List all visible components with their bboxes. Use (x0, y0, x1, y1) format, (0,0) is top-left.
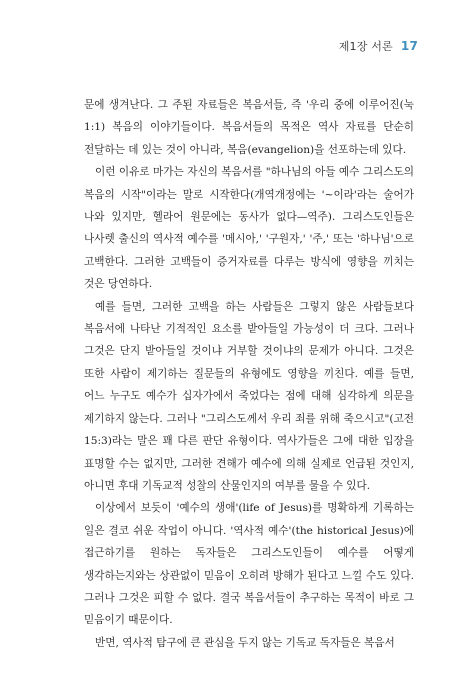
chapter-title: 제1장 서론 (338, 40, 393, 53)
body-text (84, 94, 414, 654)
paragraph-2: 이런 이유로 마가는 자신의 복음서를 "하나님의 아들 예수 그리스도의 복음의 시작"이라는 말로 시작한다(개역개정에는 '∼이라'라는 술어가 나와 있지만, 헬라어 원문에는 동사가 없다—역주). 그리스도인들은 나사렛 출신의 역사적 예수를 '메시아,' '구원자,' '주,' 또는 '하나님'으로 고백한다. 그러한 고백들이 증거자료를 다루는 방식에 영향을 끼치는 것은 당연하다. (84, 166, 414, 291)
running-head (339, 38, 418, 54)
paragraph-1: 문에 생겨난다. 그 주된 자료들은 복음서들, 즉 '우리 중에 이루어진(눅 1:1) 복음의 이야기들이다. 복음서들의 목적은 역사 자료를 단순히 전달하는 데 있는 것이 아니라, 복음(evangelion)을 선포하는데 있다. (84, 99, 414, 156)
paragraph-3: 예를 들면, 그러한 고백을 하는 사람들은 그렇지 않은 사람들보다 복음서에 나타난 기적적인 요소를 받아들일 가능성이 더 크다. 그러나 그것은 단지 받아들일 것이냐 거부할 것이냐의 문제가 아니다. 그것은 또한 사람이 제기하는 질문들의 유형에도 영향을 끼친다. 예를 들면, 어느 누구도 예수가 십자가에서 죽었다는 점에 대해 심각하게 의문을 제기하지 않는다. 그러나 "그리스도께서 우리 죄를 위해 죽으시고"(고전 15:3)라는 말은 꽤 다른 판단 유형이다. 역사가들은 그에 대한 입장을 표명할 수는 없지만, 그러한 견해가 예수에 의해 실제로 언급된 것인지, 아니면 후대 기독교적 성찰의 산물인지의 여부를 물을 수 있다. (84, 300, 414, 492)
page-number: 17 (400, 39, 418, 53)
paragraph-4: 이상에서 보듯이 '예수의 생애'(life of Jesus)를 명확하게 기록하는 일은 결코 쉬운 작업이 아니다. '역사적 예수'(the historical Jesus)에 접근하기를 원하는 독자들은 그리스도인들이 예수를 어떻게 생각하는지와는 상관없이 믿음이 오히려 방해가 된다고 느낄 수도 있다. 그러나 그것은 피할 수 없다. 결국 복음서들이 추구하는 목적이 바로 그 믿음이기 때문이다. (84, 502, 414, 627)
paragraph-5: 반면, 역사적 탐구에 큰 관심을 두지 않는 기독교 독자들은 복음서 (95, 636, 395, 649)
